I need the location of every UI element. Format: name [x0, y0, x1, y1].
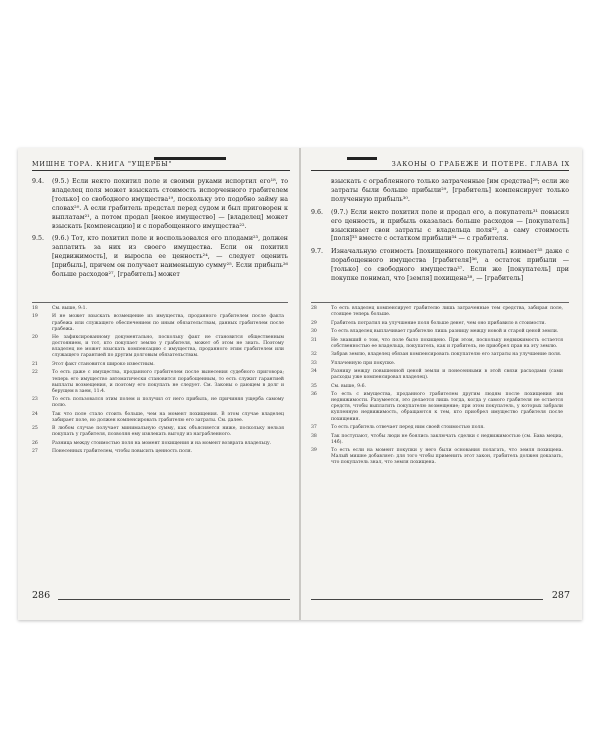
- footnote-text: Не знавший о том, что поле было похищено. При этом, поскольку недвижимость остается собственностью ее владельца, покупатель, как и грабитель, не приобрел прав на эту землю.: [331, 337, 563, 349]
- footnote: [311, 361, 563, 367]
- paragraph-number: 9.5.: [32, 235, 45, 243]
- footnote: [311, 434, 563, 446]
- paragraph-number: 9.6.: [311, 208, 324, 216]
- paragraph-text: (9.6.) Тот, кто похитил поле и воспользовался его плодами²³, должен заплатить за них из своего имущества. Если он похитил [недвижимость], и выросла ее ценность²⁴, — следует оценить [прибыль], причем он получает наименьшую сумму²⁵. Если прибыль²⁶ больше расходов²⁷, [грабитель] может: [52, 235, 288, 279]
- footnote-number: 24: [32, 411, 38, 417]
- paragraph: [32, 235, 288, 280]
- paragraph-number: 9.7.: [311, 248, 324, 256]
- footnote-text: См. выше, 9:1.: [52, 306, 88, 311]
- footnote: [32, 306, 284, 312]
- footnote: [32, 426, 284, 438]
- page-number: 286: [32, 590, 51, 601]
- footnote-number: 18: [32, 306, 38, 311]
- footnote: [32, 314, 284, 332]
- footnote-number: 39: [311, 448, 317, 454]
- footnote-number: 21: [32, 361, 38, 367]
- paragraph-text: (9.5.) Если некто похитил поле и своими руками испортил его¹⁸, то владелец поля может взыскать стоимость испорченного грабителем [только] со свободного имущества¹⁹, поскольку это подобно займу на словах²⁰. А если грабитель предстал перед судом и был приговорен к выплатам²¹, а потом продал [некое имущество] — [владелец] может взыскать [компенсацию] и с порабощенного имущества²².: [52, 178, 288, 230]
- paragraph: [311, 248, 569, 284]
- footnote: [32, 397, 284, 409]
- footnote: [311, 425, 563, 431]
- main-text: [32, 178, 288, 284]
- footnote-text: То есть грабитель отвечает перед ним своей стоимостью поля.: [331, 425, 485, 431]
- header-rule: [311, 170, 569, 171]
- footnote-text: Забрав землю, владелец обязан компенсировать покупателю его затраты на улучшение поля.: [331, 352, 562, 358]
- footnote-text: Так что поле стало стоить больше, чем на момент похищения. В этом случае владелец забирает поле, но должен компенсировать грабителю его затраты. См. далее.: [52, 411, 284, 423]
- footnote-text: То есть даже с имущества, проданного грабителем после вынесения судебного приговора; теперь его имущество автоматически становится порабощенным, то есть служит гарантией выплаты возмещения, и поэтому его покупать не следует. См. Законы о дающем в долг и берущем в заем, 11:4.: [52, 370, 284, 394]
- paragraph: [311, 209, 569, 245]
- footnote-text: Грабитель потратил на улучшение поля больше денег, чем оно прибавило в стоимости.: [331, 320, 546, 326]
- header-rule: [32, 170, 290, 171]
- footnote: [311, 384, 563, 390]
- footnote-number: 33: [311, 360, 317, 366]
- footnote-number: 36: [311, 392, 317, 398]
- footnote-text: См. выше, 9:6.: [331, 383, 367, 389]
- page-number: 287: [551, 590, 570, 601]
- footnote: [311, 369, 563, 381]
- footnote-text: В любом случае получает минимальную сумму, как объясняется ниже, поскольку нельзя покупать у грабителя, позволяя ему извлекать выгоду из награбленного.: [52, 426, 284, 438]
- footnote-rule: [32, 302, 288, 303]
- header-ornament-bar: [347, 157, 377, 160]
- footnote: [32, 362, 284, 368]
- footnote-number: 38: [311, 433, 317, 439]
- footnote-text: Уплаченную при покупке.: [331, 360, 396, 366]
- footnote-text: И не может взыскать возмещение из имущества, проданного грабителем после факта грабежа или служащего обеспечением по иным обязательствам, данных грабителем после грабежа.: [52, 314, 284, 332]
- footnote-number: 23: [32, 397, 38, 403]
- footnote-text: Этот факт становится широко известным.: [52, 361, 155, 367]
- open-book-spread: [18, 148, 582, 620]
- footnote-text: Не зафиксированному документально, поскольку факт не становится общественным достоянием, и тот, кто покупает землю у грабителя, может об этом не знать. Поэтому владелец не может взыскать компенсацию с имущества, проданного этим грабителем или служащего гарантией по другим долговым обязательствам.: [52, 335, 284, 359]
- footnote: [32, 441, 284, 447]
- paragraph-text: (9.7.) Если некто похитил поле и продал его, а покупатель³¹ повысил его ценность, и прибыль оказалась больше расходов — [покупатель] взыскивает свои затраты с владельца поля³², а саму стоимость [поля]³³ вместе с остатком прибыли³⁴ — с грабителя.: [331, 208, 569, 243]
- footnote-text: То есть владелец выплачивает грабителю лишь разницу между новой и старой ценой земли.: [331, 329, 559, 335]
- footnote-number: 37: [311, 425, 317, 431]
- running-head: МИШНЕ ТОРА. КНИГА "УЩЕРБЫ": [32, 160, 173, 168]
- footnote-number: 31: [311, 337, 317, 343]
- footnote-number: 27: [32, 449, 38, 455]
- footnote-number: 19: [32, 314, 38, 320]
- footnote-number: 29: [311, 320, 317, 326]
- footnote-number: 25: [32, 426, 38, 432]
- footnote: [32, 412, 284, 424]
- footnote-number: 26: [32, 440, 38, 446]
- paragraph-number: 9.4.: [32, 178, 45, 185]
- main-text: [311, 178, 569, 288]
- footnote-number: 28: [311, 306, 317, 311]
- footnote-text: То есть владелец компенсирует грабителю лишь затраченные тем средства, забирая поле, стоящее теперь больше.: [331, 306, 563, 318]
- right-page: [301, 148, 582, 620]
- footnote: [311, 329, 563, 335]
- footnote-text: Разницу между повышенной ценой земли и понесенными в этой связи расходами (сами расходы уже компенсировал владелец).: [331, 369, 563, 381]
- footnote: [311, 352, 563, 358]
- footnote: [311, 448, 563, 466]
- footnote: [32, 370, 284, 394]
- footnote: [311, 392, 563, 422]
- footnote-number: 22: [32, 370, 38, 376]
- footnotes: [32, 306, 284, 458]
- left-page: [18, 148, 299, 620]
- footnote: [311, 338, 563, 350]
- footnote-number: 20: [32, 335, 38, 341]
- footnote-number: 35: [311, 383, 317, 389]
- footnote-number: 30: [311, 329, 317, 335]
- footnote: [311, 321, 563, 327]
- paragraph-continuation: взыскать с ограбленного только затраченные [им средства]²⁸; если же затраты были больше прибыли²⁹, [грабитель] компенсирует только полученную прибыль³⁰.: [331, 178, 569, 203]
- footnote-text: То есть с имущества, проданного грабителем другим людям после похищения им недвижимости. Разумеется, это делается лишь тогда, когда у самого грабителя не остается средств, чтобы выплатить покупателю возмещение; при этом покупатель, у которых забрали купленную недвижимость, обращаются к тем, кто приобрел имущество грабителя после похищения.: [331, 392, 563, 422]
- footnote-text: Разница между стоимостью поля на момент похищения и на момент возврата владельцу.: [52, 440, 272, 446]
- footer-rule: [58, 599, 290, 600]
- paragraph-text: Изначальную стоимость [похищенного покупатель] взимает³⁵ даже с порабощенного имущества [грабителя]³⁶, а остаток прибыли — [только] со свободного имущества³⁷. Если же [покупатель] при покупке понимал, что [земля] похищена³⁸, — [грабитель]: [331, 248, 569, 283]
- footnote-rule: [311, 302, 569, 303]
- running-head: ЗАКОНЫ О ГРАБЕЖЕ И ПОТЕРЕ. ГЛАВА IX: [391, 160, 570, 168]
- paragraph: [32, 178, 288, 231]
- footnote-text: То есть если на момент покупки у него были основания полагать, что земля похищена. Малый мишне добавляет: для того чтобы применить этот закон, грабитель должен доказать, что покупатель знал, что земля похищена.: [331, 448, 563, 466]
- footnote: [311, 306, 563, 318]
- footnote-text: Так поступают, чтобы люди не боялись заключать сделки с недвижимостью (см. Бава мециа, 14б).: [331, 433, 563, 445]
- footnote: [32, 449, 284, 455]
- footnotes: [311, 306, 563, 469]
- footnote-number: 34: [311, 369, 317, 375]
- footnote-text: То есть пользовался этим полем и получил от него прибыль, не причиняя ущерба самому полю.: [52, 397, 284, 409]
- footer-rule: [311, 599, 543, 600]
- footnote-number: 32: [311, 352, 317, 358]
- footnote-text: Понесенных грабителем, чтобы повысить ценность поля.: [52, 449, 193, 455]
- footnote: [32, 335, 284, 359]
